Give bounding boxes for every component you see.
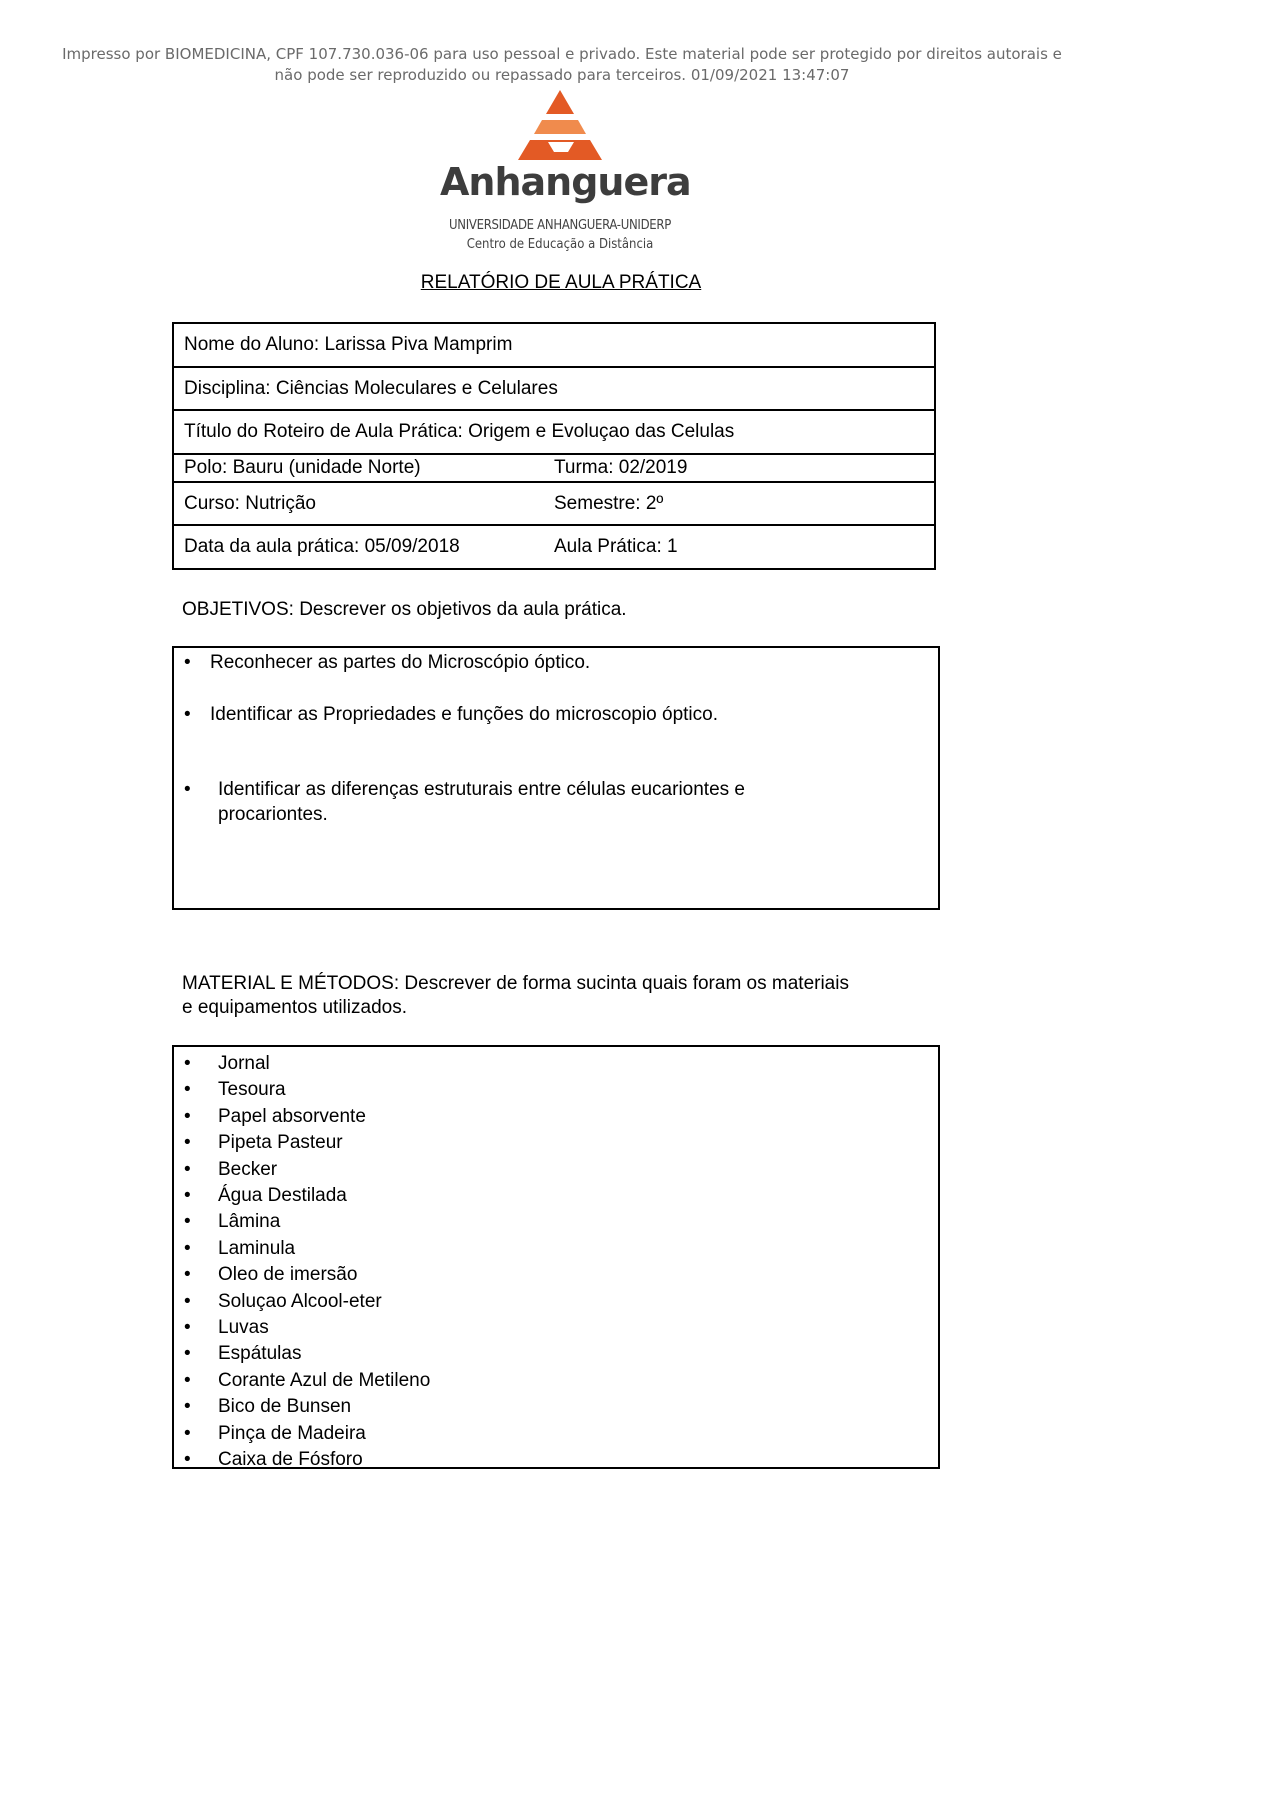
material-item: • Lâmina xyxy=(184,1209,430,1235)
polo-cell: Polo: Bauru (unidade Norte) xyxy=(173,454,554,482)
bullet-icon: • xyxy=(184,779,191,800)
discipline-cell: Disciplina: Ciências Moleculares e Celulares xyxy=(173,367,935,410)
semester-cell: Semestre: 2º xyxy=(554,482,935,525)
bullet-icon: • xyxy=(184,1290,191,1312)
bullet-icon: • xyxy=(184,652,191,673)
bullet-icon: • xyxy=(184,1158,191,1180)
material-item: • Soluçao Alcool-eter xyxy=(184,1289,430,1315)
lesson-title-cell: Título do Roteiro de Aula Prática: Origem e Evoluçao das Celulas xyxy=(173,410,935,454)
course-cell: Curso: Nutrição xyxy=(173,482,554,525)
material-item: • Tesoura xyxy=(184,1077,430,1103)
materials-box xyxy=(172,1045,940,1469)
material-item: • Bico de Bunsen xyxy=(184,1394,430,1420)
logo-subtitle-university: UNIVERSIDADE ANHANGUERA-UNIDERP xyxy=(449,218,671,233)
bullet-icon: • xyxy=(184,1317,191,1339)
material-item: • Pipeta Pasteur xyxy=(184,1130,430,1156)
material-item: • Água Destilada xyxy=(184,1183,430,1209)
bullet-icon: • xyxy=(184,1369,191,1391)
logo-brand-name: Anhanguera xyxy=(440,160,691,204)
class-cell: Turma: 02/2019 xyxy=(554,454,935,482)
material-item: • Corante Azul de Metileno xyxy=(184,1368,430,1394)
bullet-icon: • xyxy=(184,704,191,725)
material-item: • Laminula xyxy=(184,1236,430,1262)
materials-list xyxy=(184,1051,430,1474)
materials-label: MATERIAL E MÉTODOS: Descrever de forma sucinta quais foram os materiais e equipamentos utilizados. xyxy=(182,973,849,1018)
material-item: • Espátulas xyxy=(184,1341,430,1367)
bullet-icon: • xyxy=(184,1343,191,1365)
bullet-icon: • xyxy=(184,1211,191,1233)
anhanguera-logo xyxy=(440,90,691,260)
bullet-icon: • xyxy=(184,1449,191,1471)
class-date-cell: Data da aula prática: 05/09/2018 xyxy=(173,525,554,569)
bullet-icon: • xyxy=(184,1396,191,1418)
bullet-icon: • xyxy=(184,1105,191,1127)
bullet-icon: • xyxy=(184,1079,191,1101)
material-item: • Caixa de Fósforo xyxy=(184,1447,430,1473)
watermark-line-1: Impresso por BIOMEDICINA, CPF 107.730.036-06 para uso pessoal e privado. Este material pode ser protegido por direitos autorais e xyxy=(62,45,1062,63)
material-item: • Luvas xyxy=(184,1315,430,1341)
student-info-table xyxy=(172,322,936,570)
logo-subtitle-center: Centro de Educação a Distância xyxy=(466,237,654,252)
class-number-cell: Aula Prática: 1 xyxy=(554,525,935,569)
watermark xyxy=(0,44,1124,86)
material-item: • Pinça de Madeira xyxy=(184,1421,430,1447)
material-item: • Oleo de imersão xyxy=(184,1262,430,1288)
watermark-line-2: não pode ser reproduzido ou repassado para terceiros. 01/09/2021 13:47:07 xyxy=(274,66,850,84)
bullet-icon: • xyxy=(184,1132,191,1154)
bullet-icon: • xyxy=(184,1264,191,1286)
objectives-label: OBJETIVOS: Descrever os objetivos da aula prática. xyxy=(182,599,627,620)
material-item: • Jornal xyxy=(184,1051,430,1077)
objectives-box: • Reconhecer as partes do Microscópio óptico. • Identificar as Propriedades e funções do microscopio óptico. • Identificar as diferenças estruturais entre células eucariontes e procariontes. xyxy=(172,646,940,910)
report-title: RELATÓRIO DE AULA PRÁTICA xyxy=(420,272,702,293)
student-name-cell: Nome do Aluno: Larissa Piva Mamprim xyxy=(173,323,935,367)
bullet-icon: • xyxy=(184,1053,191,1074)
material-item: • Papel absorvente xyxy=(184,1104,430,1130)
bullet-icon: • xyxy=(184,1237,191,1259)
bullet-icon: • xyxy=(184,1422,191,1444)
bullet-icon: • xyxy=(184,1185,191,1207)
material-item: • Becker xyxy=(184,1157,430,1183)
logo-triangle-icon xyxy=(514,90,606,162)
